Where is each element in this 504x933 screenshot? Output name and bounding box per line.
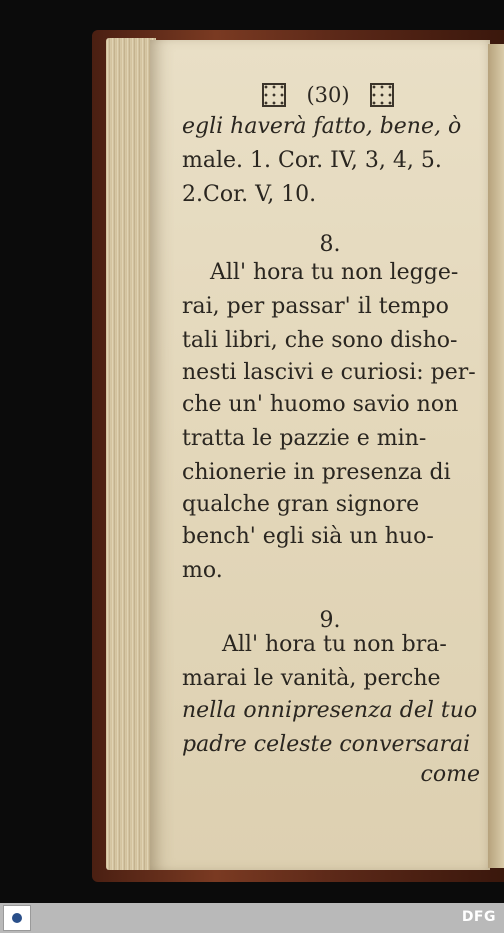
catchword: come xyxy=(420,762,480,787)
text-line: male. 1. Cor. IV, 3, 4, 5. xyxy=(182,148,442,173)
section-number: 8. xyxy=(319,232,341,257)
text-line: egli haverà fatto, bene, ò xyxy=(182,114,462,139)
page-edges xyxy=(106,38,156,870)
text-line: All' hora tu non legge- xyxy=(210,260,459,285)
library-logo-icon[interactable] xyxy=(3,905,31,931)
text-line: tali libri, che sono disho- xyxy=(182,328,458,353)
viewer-footer xyxy=(0,903,504,933)
text-line: nesti lascivi e curiosi: per- xyxy=(182,360,476,385)
text-line: tratta le pazzie e min- xyxy=(182,426,427,451)
page-number: (30) xyxy=(306,83,350,107)
text-line: che un' huomo savio non xyxy=(182,392,459,417)
text-line: qualche gran signore xyxy=(182,492,420,517)
text-line: nella onnipresenza del tuo xyxy=(182,698,478,723)
text-line: bench' egli sià un huo- xyxy=(182,524,434,549)
page-header xyxy=(262,80,394,110)
dfg-logo[interactable]: DFG xyxy=(461,909,496,925)
text-line: padre celeste conversarai xyxy=(182,732,471,757)
next-page-edge xyxy=(488,44,504,868)
section-number: 9. xyxy=(319,608,341,633)
text-line: All' hora tu non bra- xyxy=(222,632,447,657)
ornament-icon xyxy=(370,83,394,107)
text-line: rai, per passar' il tempo xyxy=(182,294,449,319)
text-line: marai le vanità, perche xyxy=(182,666,441,691)
library-logo-mark xyxy=(12,913,22,923)
text-line: chionerie in presenza di xyxy=(182,460,451,485)
ornament-icon xyxy=(262,83,286,107)
text-line: 2.Cor. V, 10. xyxy=(182,182,317,207)
text-line: mo. xyxy=(182,558,223,583)
